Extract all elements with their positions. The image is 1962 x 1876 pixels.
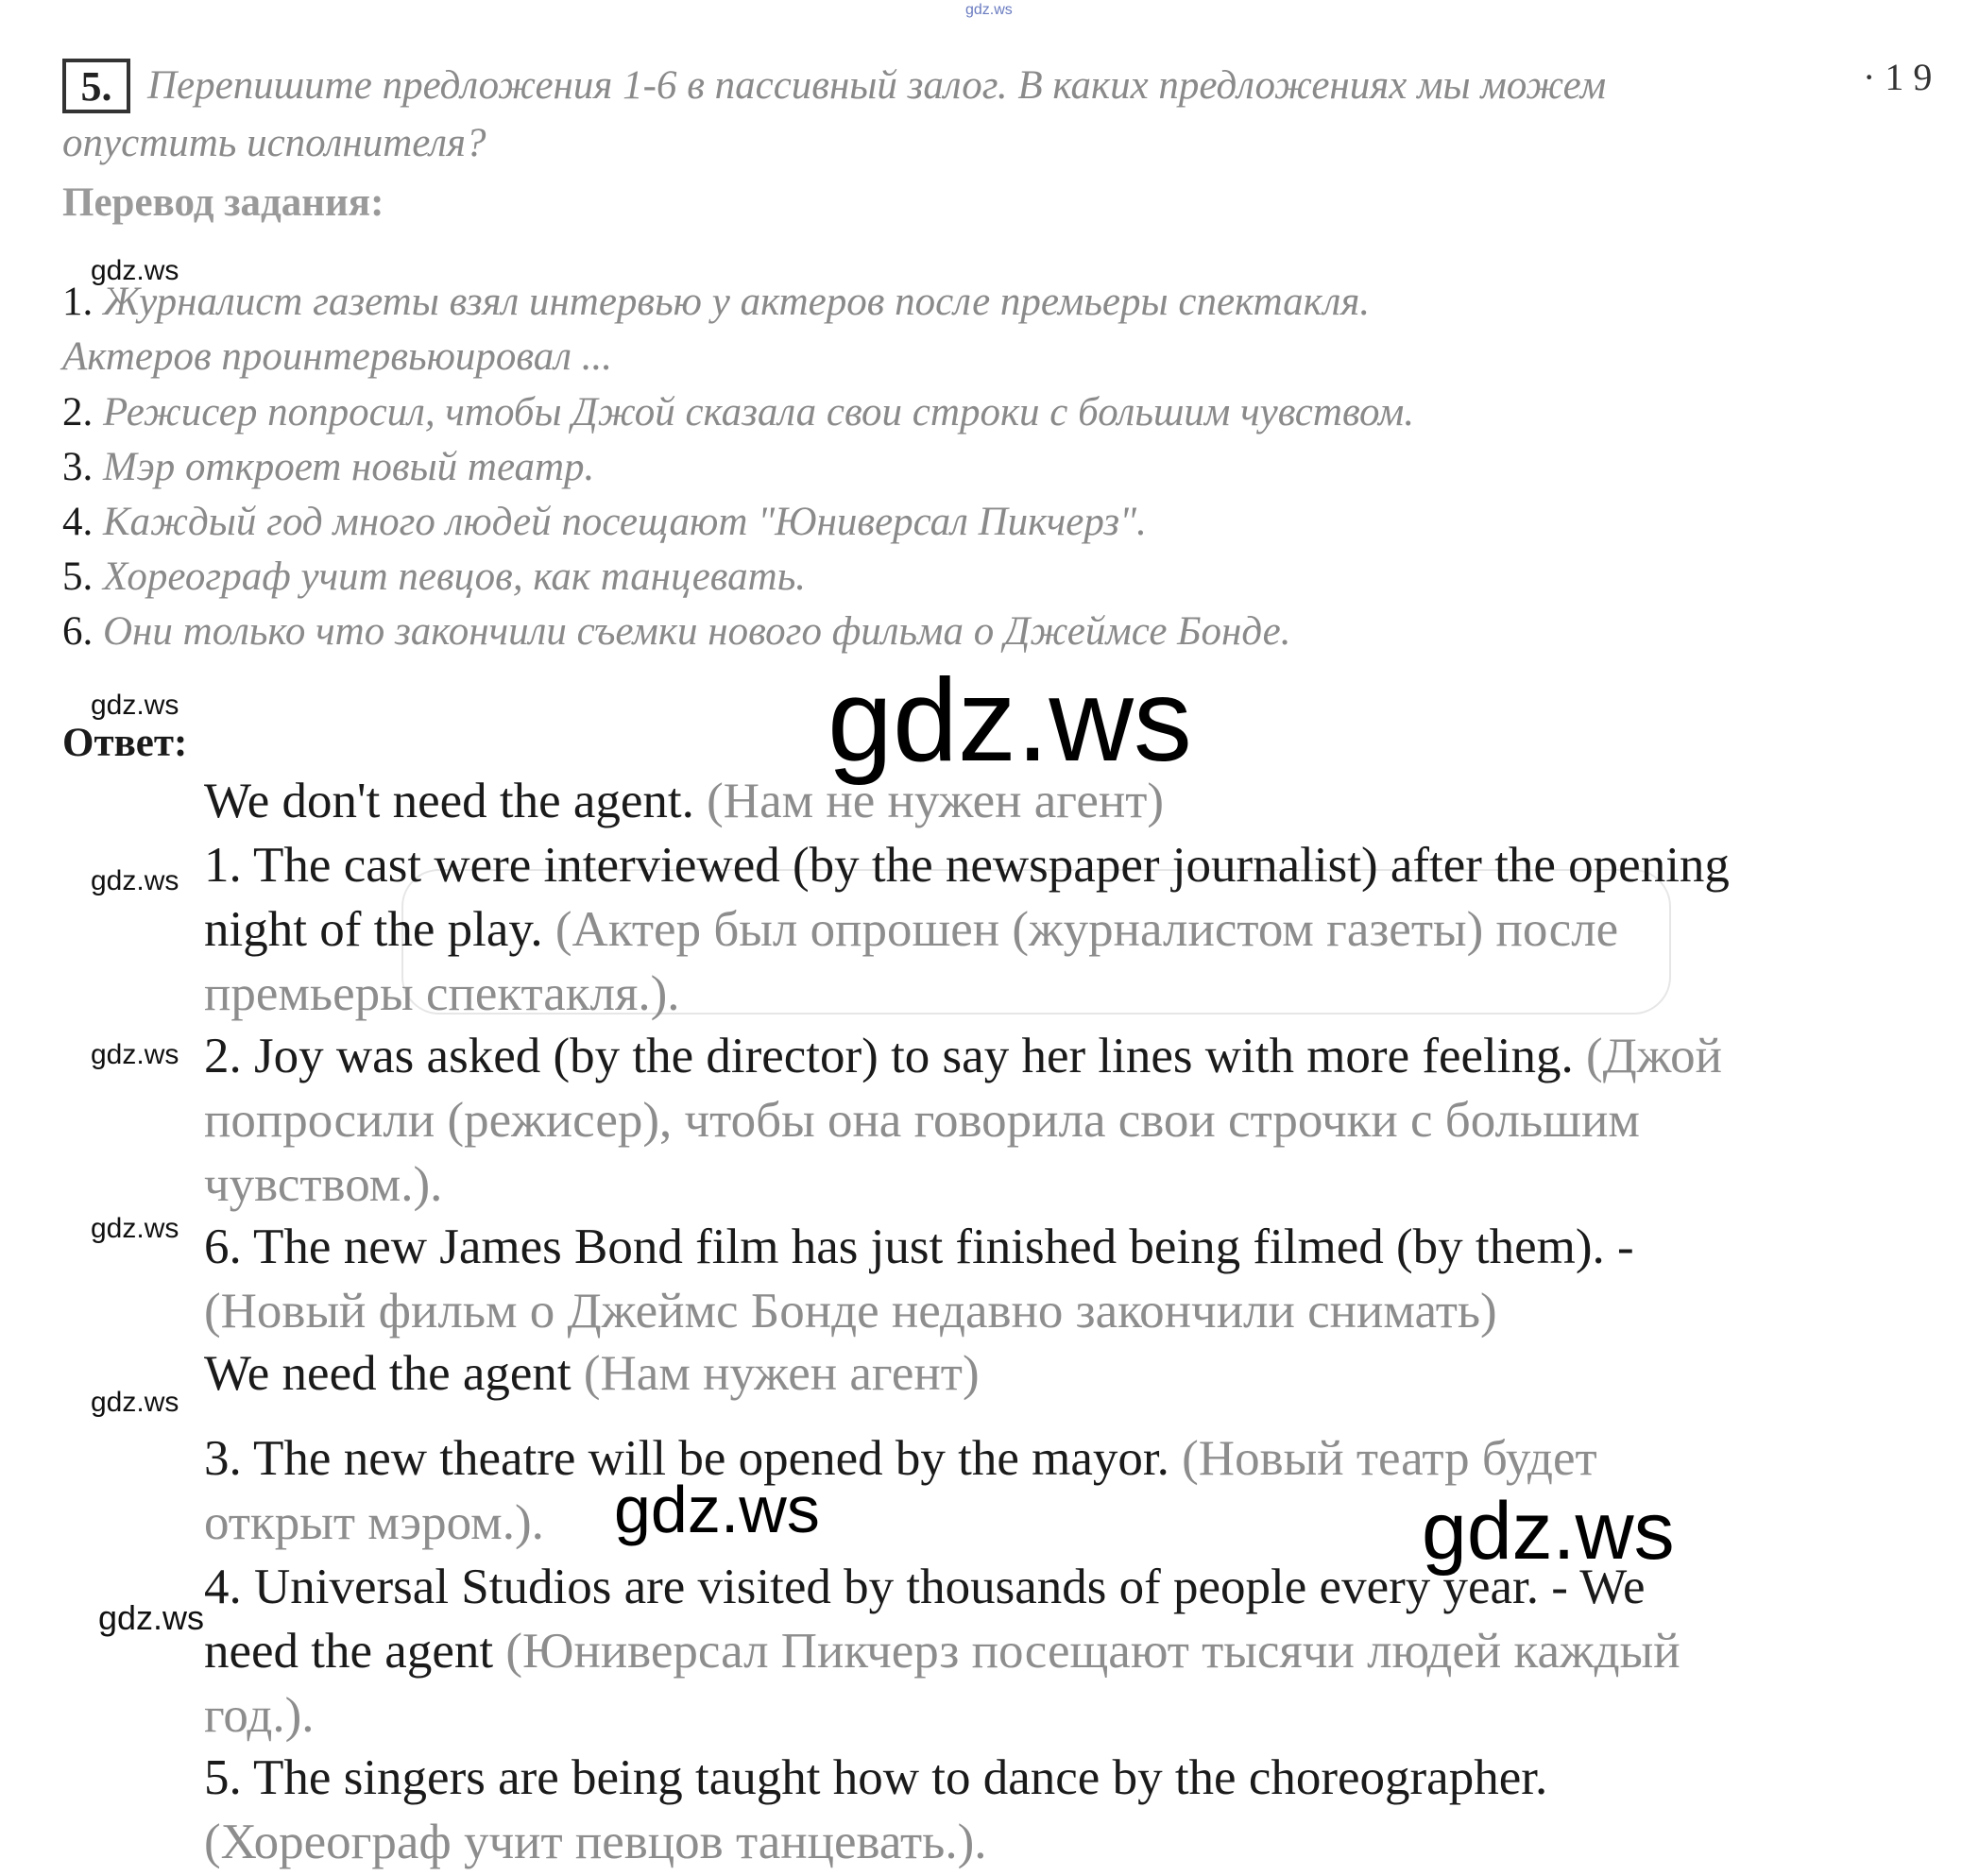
watermark-top: gdz.ws xyxy=(965,2,1013,18)
task-sentence: 2. Режисер попросил, чтобы Джой сказала свои строки с большим чувством. xyxy=(62,390,1415,435)
answer-line: премьеры спектакля.). xyxy=(204,966,680,1021)
answer-line: 4. Universal Studios are visited by thousands of people every year. - We xyxy=(204,1560,1646,1614)
answer-line: night of the play. (Актер был опрошен (журналистом газеты) после xyxy=(204,902,1619,957)
watermark-small: gdz.ws xyxy=(91,690,179,721)
watermark-small: gdz.ws xyxy=(91,255,179,286)
answer-line: 3. The new theatre will be opened by the mayor. (Новый театр будет xyxy=(204,1431,1597,1486)
answer-line: 1. The cast were interviewed (by the newspaper journalist) after the opening xyxy=(204,838,1730,893)
answer-line: (Новый фильм о Джеймс Бонде недавно закончили снимать) xyxy=(204,1284,1497,1339)
watermark-small: gdz.ws xyxy=(91,865,179,896)
watermark-small: gdz.ws xyxy=(98,1598,205,1637)
answer-line: год.). xyxy=(204,1688,315,1743)
task-instruction-line1: Перепишите предложения 1-6 в пассивный залог. В каких предложениях мы можем xyxy=(147,63,1607,108)
task-sentence: 3. Мэр откроет новый театр. xyxy=(62,445,595,489)
answer-line: need the agent (Юниверсал Пикчерз посещают тысячи людей каждый xyxy=(204,1624,1680,1679)
answer-line: We need the agent (Нам нужен агент) xyxy=(204,1346,980,1401)
answer-line: 2. Joy was asked (by the director) to say her lines with more feeling. (Джой xyxy=(204,1029,1722,1083)
watermark-large: gdz.ws xyxy=(827,656,1192,786)
task-sentence: 4. Каждый год много людей посещают "Юниверсал Пикчерз". xyxy=(62,500,1147,544)
task-number-box: 5. xyxy=(62,59,130,113)
task-sentence: 6. Они только что закончили съемки нового фильма о Джеймсе Бонде. xyxy=(62,609,1291,654)
watermark-large: gdz.ws xyxy=(1422,1486,1675,1577)
answer-line: (Хореограф учит певцов танцевать.). xyxy=(204,1815,987,1869)
watermark-small: gdz.ws xyxy=(91,1387,179,1418)
task-instruction-line2: опустить исполнителя? xyxy=(62,121,486,165)
answer-line: чувством.). xyxy=(204,1157,443,1212)
answer-line: 5. The singers are being taught how to dance by the choreographer. xyxy=(204,1750,1548,1805)
translation-heading: Перевод задания: xyxy=(62,180,384,225)
task-sentence: 1. Журналист газеты взял интервью у актеров после премьеры спектакля. xyxy=(62,280,1371,324)
answer-line: We don't need the agent. (Нам не нужен агент) xyxy=(204,774,1165,828)
answer-line: открыт мэром.). xyxy=(204,1495,544,1550)
watermark-small: gdz.ws xyxy=(91,1039,179,1070)
answer-line: попросили (режисер), чтобы она говорила свои строчки с большим xyxy=(204,1093,1640,1148)
task-sentence: Актеров проинтервьюировал ... xyxy=(62,334,613,379)
answer-line: 6. The new James Bond film has just finished being filmed (by them). - xyxy=(204,1219,1634,1274)
watermark-large: gdz.ws xyxy=(614,1473,820,1546)
answer-heading: Ответ: xyxy=(62,721,188,765)
page-number-fragment: · 1 9 xyxy=(1863,56,1933,98)
watermark-small: gdz.ws xyxy=(91,1213,179,1244)
task-sentence: 5. Хореограф учит певцов, как танцевать. xyxy=(62,554,807,599)
